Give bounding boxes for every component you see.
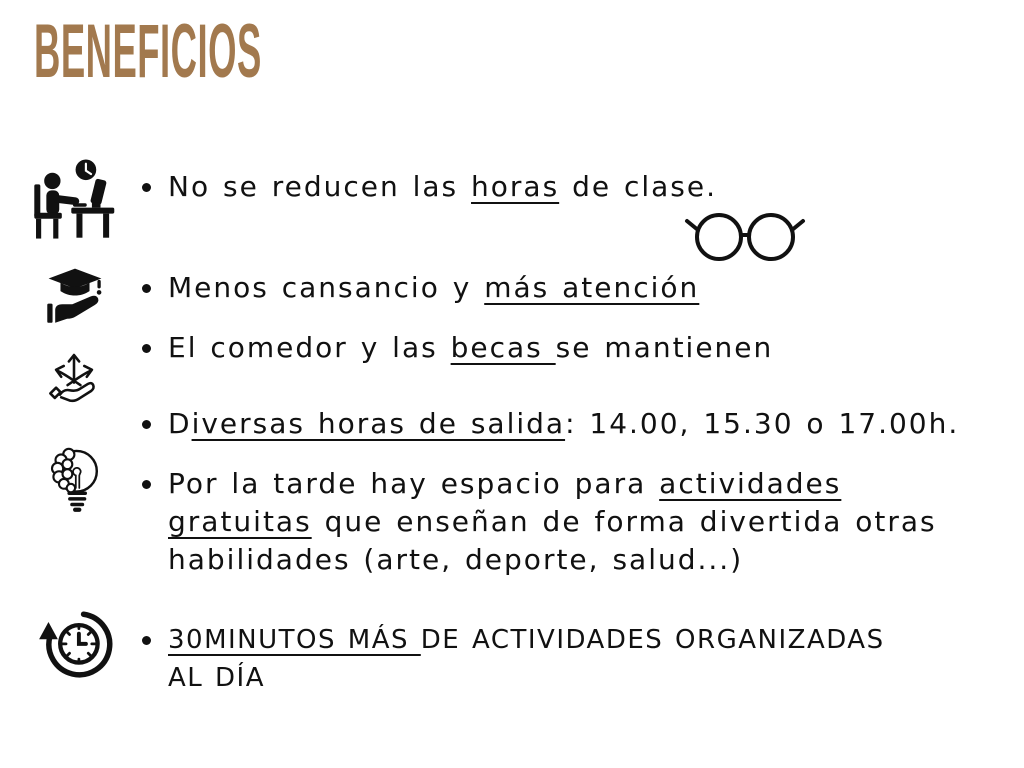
text-segment: Menos cansancio y (168, 271, 485, 304)
text-segment: El comedor y las (168, 331, 451, 364)
bullet-dot (142, 344, 151, 353)
bullet-item-horas-de-clase (168, 170, 717, 204)
bullet-dot (142, 420, 151, 429)
bullet-dot (142, 636, 151, 645)
text-segment: habilidades (arte, deporte, salud...) (168, 543, 744, 576)
underlined-text-segment: 30MINUTOS MÁS (168, 625, 421, 655)
bullet-dot (142, 284, 151, 293)
page-title: BENEFICIOS (34, 9, 262, 94)
clock-with-rotation-arrow-icon (36, 606, 114, 688)
graduation-cap-on-hand-icon (42, 266, 108, 332)
bullet-dot (142, 183, 151, 192)
underlined-text-segment: gratuitas (168, 505, 312, 538)
round-glasses-icon (684, 204, 806, 264)
text-segment: : 14.00, 15.30 o 17.00h. (565, 407, 960, 440)
bullet-item-horas-de-salida (168, 407, 959, 441)
text-segment: AL DÍA (168, 663, 266, 693)
underlined-text-segment: becas (450, 331, 556, 364)
bullet-item-actividades-gratuitas (168, 465, 937, 579)
bullet-item-mas-atencion (168, 271, 699, 305)
text-segment: Por la tarde hay espacio para (168, 467, 660, 500)
text-segment: DE ACTIVIDADES ORGANIZADAS (420, 625, 885, 655)
bullet-item-30-minutos-mas (168, 621, 885, 697)
underlined-text-segment: más atención (484, 271, 700, 304)
text-segment: que enseñan de forma divertida otras (311, 505, 937, 538)
brain-lightbulb-idea-icon (38, 434, 108, 526)
text-segment: No se reducen las (168, 170, 472, 203)
bullet-item-becas (168, 331, 773, 365)
text-segment: de clase. (559, 170, 718, 203)
hand-with-choice-arrows-icon (42, 348, 106, 412)
underlined-text-segment: horas (471, 170, 560, 203)
underlined-text-segment: iversas horas de salida (191, 407, 566, 440)
underlined-text-segment: actividades (659, 467, 842, 500)
person-studying-with-clock-icon (30, 156, 116, 242)
bullet-dot (142, 480, 151, 489)
text-segment: se mantienen (555, 331, 774, 364)
text-segment: D (168, 407, 192, 440)
